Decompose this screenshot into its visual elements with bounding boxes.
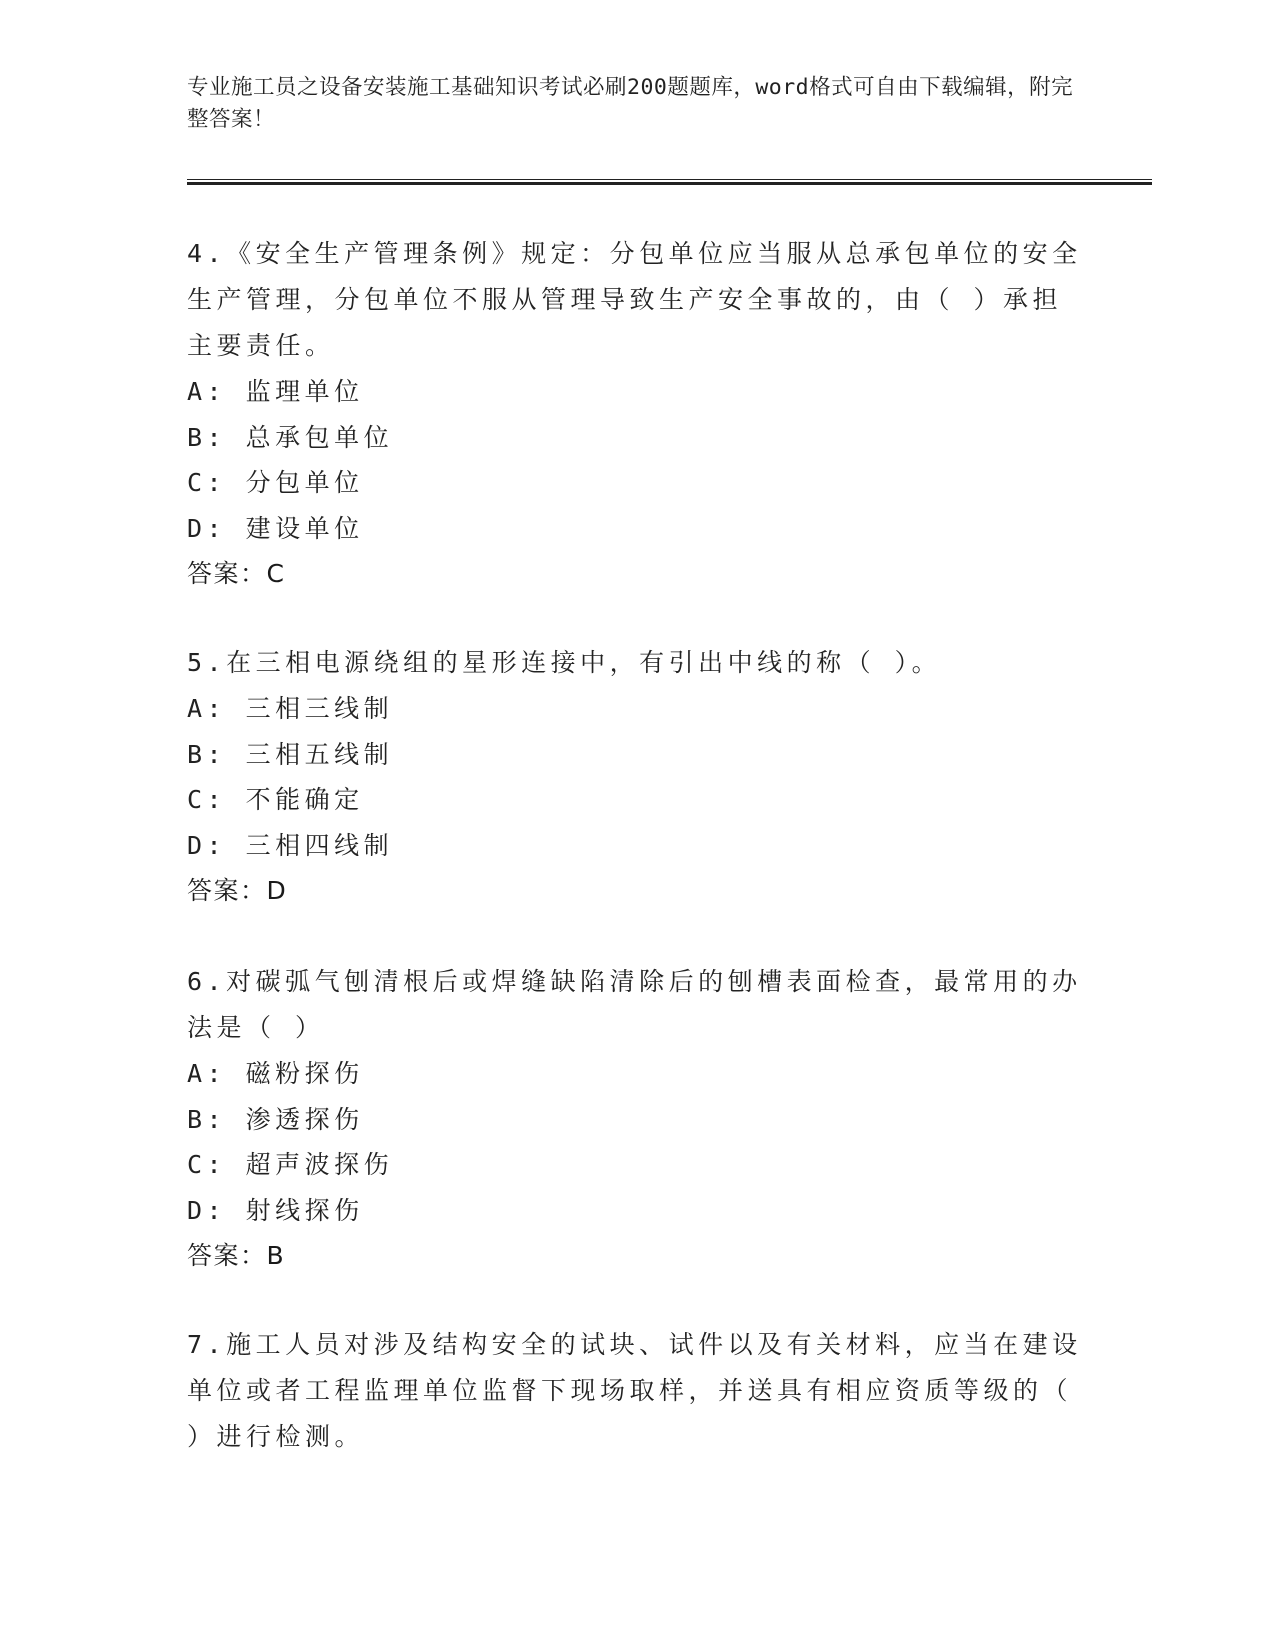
option-a: A: 磁粉探伤: [187, 1059, 364, 1088]
document-header: 专业施工员之设备安装施工基础知识考试必刷200题题库，word格式可自由下载编辑，附完整答案！: [187, 75, 1074, 132]
option-b: B: 渗透探伤: [187, 1104, 364, 1134]
option-d: D: 三相四线制: [187, 830, 394, 860]
question-4: [187, 231, 1087, 597]
question-stem: 4.《安全生产管理条例》规定：分包单位应当服从总承包单位的安全生产管理，分包单位不服从管理导致生产安全事故的，由（ ）承担主要责任。: [187, 239, 1082, 360]
option-c: C: 超声波探伤: [187, 1150, 394, 1179]
option-b: B: 三相五线制: [187, 739, 394, 769]
question-stem: 6.对碳弧气刨清根后或焊缝缺陷清除后的刨槽表面检查，最常用的办法是（ ）: [187, 967, 1082, 1042]
question-6: [187, 959, 1087, 1279]
answer-line: 答案：B: [187, 1241, 286, 1270]
option-a: A: 监理单位: [187, 377, 364, 406]
answer-line: 答案：D: [187, 876, 288, 905]
question-stem: 7.施工人员对涉及结构安全的试块、试件以及有关材料，应当在建设单位或者工程监理单位监督下现场取样，并送具有相应资质等级的（ ）进行检测。: [187, 1330, 1082, 1451]
option-d: D: 射线探伤: [187, 1195, 364, 1225]
question-stem: 5.在三相电源绕组的星形连接中，有引出中线的称（ ）。: [187, 648, 942, 677]
option-c: C: 不能确定: [187, 785, 364, 814]
option-b: B: 总承包单位: [187, 422, 394, 452]
header-divider-thin: [187, 179, 1152, 180]
option-d: D: 建设单位: [187, 513, 364, 543]
answer-line: 答案：C: [187, 559, 286, 588]
question-5: [187, 640, 1087, 914]
header-divider-thick: [187, 182, 1152, 185]
option-c: C: 分包单位: [187, 468, 364, 497]
option-a: A: 三相三线制: [187, 694, 394, 723]
question-7: [187, 1322, 1087, 1460]
